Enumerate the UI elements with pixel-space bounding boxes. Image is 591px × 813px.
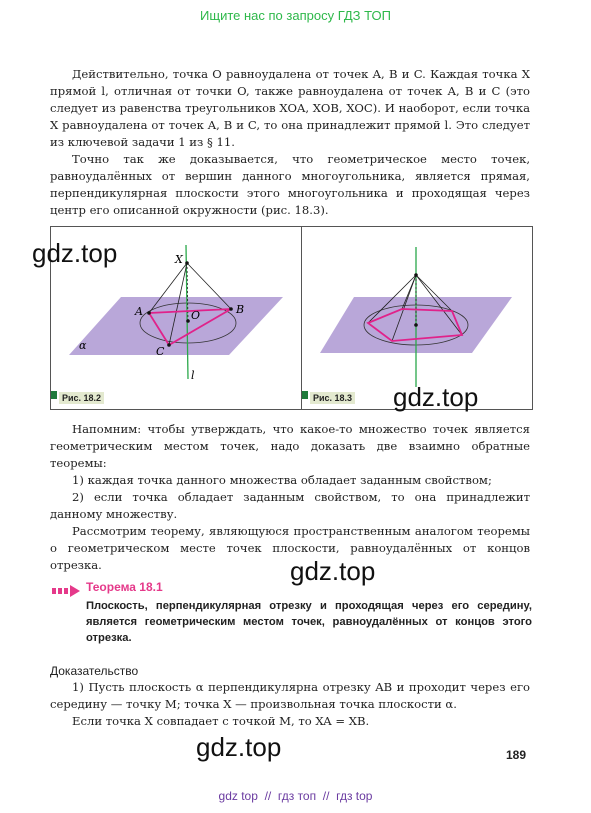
- watermark: gdz.top: [290, 556, 376, 586]
- label-o: O: [191, 309, 201, 322]
- label-l: l: [191, 369, 195, 382]
- watermark: gdz.top: [196, 732, 282, 762]
- point-x: [185, 261, 189, 265]
- proof-paragraph-2: Если точка X совпадает с точкой M, то XA = XB.: [72, 714, 370, 728]
- paragraph-1: Действительно, точка O равноудалена от точек A, B и C. Каждая точка X прямой l, отличная от точки O, также равноудалена от точек A, B и C (это следует из равенства треугольников XOA, XOB, XOC). И наоборот, если точка X равноудалена от точек A, B и C, то она принадлежит прямой l. Это следует из ключевой задачи 1 из § 11.: [50, 67, 530, 149]
- point-b: [229, 307, 233, 311]
- apex-point: [414, 273, 418, 277]
- theorem-text: Плоскость, перпендикулярная отрезку и проходящая через его середину, является геометрическим местом точек, равноудалённых от концов этого отрезка.: [86, 600, 532, 644]
- top-banner: Ищите нас по запросу ГДЗ ТОП: [200, 8, 391, 23]
- intro-text: [50, 66, 530, 219]
- watermark: gdz.top: [32, 238, 118, 268]
- theorem-title: Теорема 18.1: [86, 580, 163, 594]
- paragraph-6: Рассмотрим теорему, являющуюся пространственным аналогом теоремы о геометрическом месте точек плоскости, равноудалённых от концов отрезка.: [50, 524, 530, 572]
- paragraph-3: Напомним: чтобы утверждать, что какое-то множество точек является геометрическим местом точек, надо доказать две взаимно обратные теоремы:: [50, 422, 530, 470]
- point-c: [167, 343, 171, 347]
- label-alpha: α: [79, 339, 87, 352]
- point-o: [186, 319, 190, 323]
- center-point: [414, 323, 418, 327]
- point-a: [147, 311, 151, 315]
- plane-alpha: [69, 297, 283, 355]
- label-a: A: [135, 305, 143, 318]
- paragraph-5: 2) если точка обладает заданным свойством, то она принадлежит данному множеству.: [50, 490, 530, 521]
- watermark: gdz.top: [393, 382, 479, 412]
- middle-text: [50, 421, 530, 574]
- proof-text: [50, 679, 530, 730]
- proof-paragraph-1: 1) Пусть плоскость α перпендикулярна отрезку AB и проходит через его середину — точку M; точка X — произвольная точка плоскости α.: [50, 680, 530, 711]
- figure-marker: [302, 391, 308, 399]
- paragraph-2: Точно так же доказывается, что геометрическое место точек, равноудалённых от вершин данного многоугольника, является прямая, перпендикулярная плоскости этого многоугольника и проходящая через центр его описанной окружности (рис. 18.3).: [50, 152, 530, 217]
- label-x: X: [175, 253, 183, 266]
- label-b: B: [236, 303, 245, 316]
- theorem-arrow-icon: [52, 582, 82, 601]
- page-number: 189: [506, 748, 527, 762]
- footer-links: gdz top // гдз топ // гдз top: [218, 789, 373, 803]
- figure-18-3-caption: Рис. 18.3: [310, 392, 355, 404]
- proof-heading: Доказательство: [50, 664, 139, 678]
- figure-18-2-caption: Рис. 18.2: [59, 392, 104, 404]
- figure-marker: [51, 391, 57, 399]
- label-c: C: [156, 345, 165, 358]
- paragraph-4: 1) каждая точка данного множества обладает заданным свойством;: [72, 473, 492, 487]
